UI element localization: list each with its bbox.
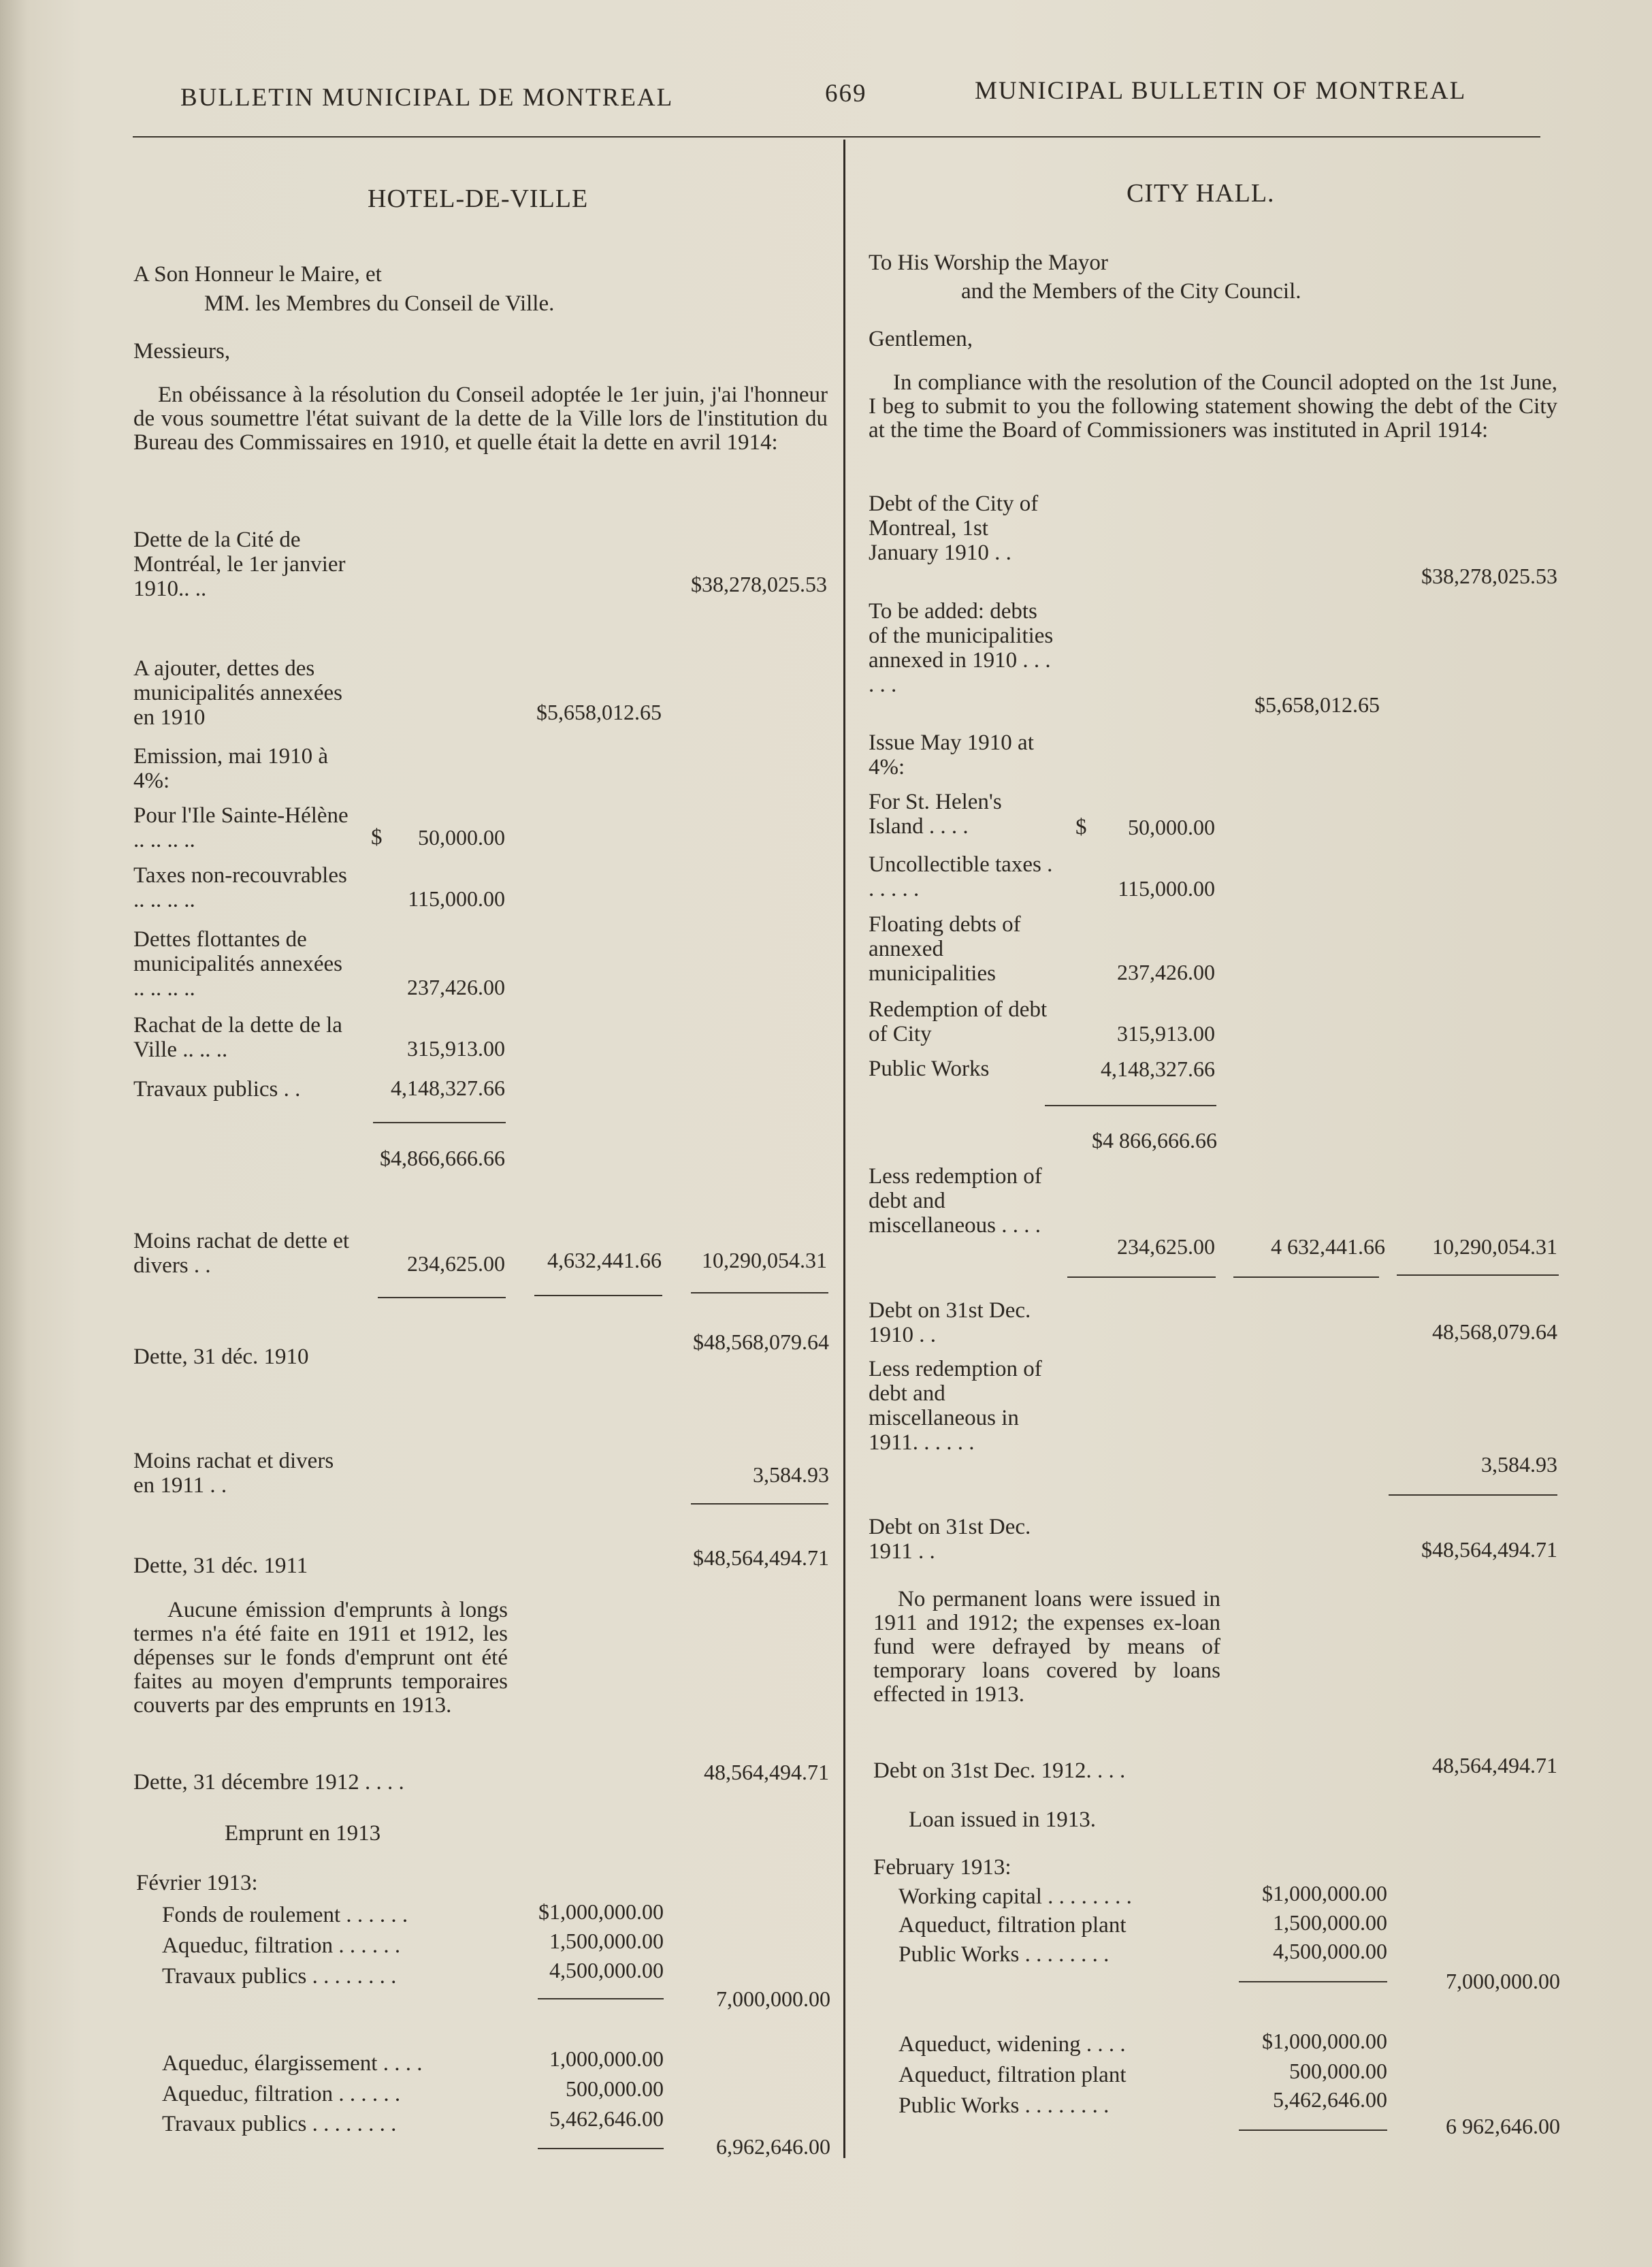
french-feb-item-value: 4,500,000.00 xyxy=(549,1958,664,1982)
english-feb-item-value: $1,000,000.00 xyxy=(1262,1881,1387,1906)
english-intro-paragraph: In compliance with the resolution of the Council adopted on the 1st June, I beg to submit to you the following statement showing the debt of the City at the time the Board of Commissioners was instituted in April 1914: xyxy=(869,370,1557,443)
column-divider xyxy=(843,140,845,2158)
french-second-item-value: 1,000,000.00 xyxy=(549,2046,664,2071)
french-rule xyxy=(691,1503,828,1505)
french-less1911-value: 3,584.93 xyxy=(753,1462,829,1487)
french-title: HOTEL-DE-VILLE xyxy=(368,184,589,213)
french-feb-total: 7,000,000.00 xyxy=(716,1987,830,2011)
english-salutation: Gentlemen, xyxy=(869,327,973,351)
english-title: CITY HALL. xyxy=(1127,179,1275,208)
english-debt-1910-label: Debt of the City of Montreal, 1st January 1910 . . xyxy=(869,492,1039,565)
french-february-label: Février 1913: xyxy=(136,1871,258,1895)
english-feb-item-label: Public Works . . . . . . . . xyxy=(898,1942,1110,1967)
french-rule xyxy=(378,1297,506,1298)
english-rule xyxy=(1239,1981,1387,1982)
french-debt-dec1911-value: $48,564,494.71 xyxy=(693,1545,829,1570)
english-item-value: 237,426.00 xyxy=(1117,960,1215,984)
french-no-loans-paragraph: Aucune émission d'emprunts à longs termes n'a été faite en 1911 et 1912, les dépenses sur le fonds d'emprunt ont été faites au moyen d'emprunts temporaires couverts par des emprunts en 1913. xyxy=(133,1598,508,1718)
english-less-col3: 10,290,054.31 xyxy=(1432,1234,1557,1259)
english-item-label: Uncollectible taxes . . . . . . xyxy=(869,852,1053,901)
french-feb-item-label: Travaux publics . . . . . . . . xyxy=(162,1964,397,1989)
english-issue-label: Issue May 1910 at 4%: xyxy=(869,730,1034,779)
french-dollar-sign: $ xyxy=(371,825,383,850)
english-subtotal-rule xyxy=(1045,1105,1216,1106)
french-less-col2: 4,632,441.66 xyxy=(547,1248,662,1272)
french-item-label: Dettes flottantes de municipalités annexées .. .. .. .. xyxy=(133,927,342,1001)
english-rule xyxy=(1397,1274,1559,1276)
header-left: BULLETIN MUNICIPAL DE MONTREAL xyxy=(180,84,674,112)
english-second-item-label: Public Works . . . . . . . . xyxy=(898,2093,1110,2118)
french-less1911-label: Moins rachat et divers en 1911 . . xyxy=(133,1449,334,1498)
french-item-label: Rachat de la dette de la Ville .. .. .. xyxy=(133,1013,342,1062)
french-rule xyxy=(538,2148,664,2149)
english-rule xyxy=(1067,1276,1216,1278)
english-add-label: To be added: debts of the municipalities annexed in 1910 . . . . . . xyxy=(869,599,1054,697)
french-debt-1910-value: $38,278,025.53 xyxy=(691,572,827,596)
english-debt-1910-value: $38,278,025.53 xyxy=(1421,564,1557,588)
french-feb-item-label: Fonds de roulement . . . . . . xyxy=(162,1903,408,1927)
french-rule xyxy=(534,1295,662,1296)
page-number: 669 xyxy=(825,80,867,108)
english-item-label: Redemption of debt of City xyxy=(869,997,1048,1046)
french-second-item-label: Aqueduc, élargissement . . . . xyxy=(162,2051,423,2076)
english-feb-item-value: 4,500,000.00 xyxy=(1273,1939,1387,1963)
french-second-item-label: Travaux publics . . . . . . . . xyxy=(162,2112,397,2136)
english-item-label: Floating debts of annexed municipalities xyxy=(869,912,1021,986)
french-second-total: 6,962,646.00 xyxy=(716,2134,830,2159)
header-rule xyxy=(133,136,1540,138)
french-address-line2: MM. les Membres du Conseil de Ville. xyxy=(204,291,555,316)
english-debt-dec1912-label: Debt on 31st Dec. 1912. . . . xyxy=(873,1758,1126,1783)
french-item-label: Travaux publics . . xyxy=(133,1077,301,1102)
english-item-value: 4,148,327.66 xyxy=(1101,1057,1215,1081)
english-feb-item-label: Aqueduct, filtration plant xyxy=(898,1913,1127,1938)
english-add-value: $5,658,012.65 xyxy=(1254,692,1380,717)
english-address-line1: To His Worship the Mayor xyxy=(869,251,1108,275)
french-debt-1910-label: Dette de la Cité de Montréal, le 1er janvier 1910.. .. xyxy=(133,528,346,601)
english-february-label: February 1913: xyxy=(873,1855,1011,1880)
french-debt-dec1911-label: Dette, 31 déc. 1911 xyxy=(133,1554,308,1578)
french-item-label: Pour l'Ile Sainte-Hélène .. .. .. .. xyxy=(133,803,349,852)
english-debt-dec1910-value: 48,568,079.64 xyxy=(1432,1319,1557,1344)
french-items-total: $4,866,666.66 xyxy=(380,1146,505,1170)
english-item-label: Public Works xyxy=(869,1057,990,1081)
english-less-col2: 4 632,441.66 xyxy=(1271,1234,1385,1259)
english-debt-dec1911-label: Debt on 31st Dec. 1911 . . xyxy=(869,1515,1031,1564)
header-right: MUNICIPAL BULLETIN OF MONTREAL xyxy=(975,77,1467,105)
english-item-value: 315,913.00 xyxy=(1117,1021,1215,1046)
english-less-col1: 234,625.00 xyxy=(1117,1234,1215,1259)
french-item-label: Taxes non-recouvrables .. .. .. .. xyxy=(133,863,347,912)
english-dollar-sign: $ xyxy=(1075,815,1087,839)
english-second-item-value: 5,462,646.00 xyxy=(1273,2087,1387,2112)
french-second-item-value: 5,462,646.00 xyxy=(549,2106,664,2131)
english-second-item-value: $1,000,000.00 xyxy=(1262,2029,1387,2053)
english-second-item-value: 500,000.00 xyxy=(1289,2059,1387,2083)
french-feb-item-value: $1,000,000.00 xyxy=(538,1899,664,1924)
english-item-value: 115,000.00 xyxy=(1118,876,1215,901)
french-second-item-label: Aqueduc, filtration . . . . . . xyxy=(162,2082,401,2106)
english-loan-1913-heading: Loan issued in 1913. xyxy=(909,1807,1096,1832)
french-item-value: 115,000.00 xyxy=(408,886,505,911)
english-feb-item-value: 1,500,000.00 xyxy=(1273,1910,1387,1935)
french-add-value: $5,658,012.65 xyxy=(536,700,662,724)
french-rule xyxy=(538,1998,664,1999)
french-loan-1913-heading: Emprunt en 1913 xyxy=(225,1821,381,1846)
french-item-value: 4,148,327.66 xyxy=(391,1076,505,1100)
french-debt-dec1912-value: 48,564,494.71 xyxy=(704,1760,829,1784)
french-intro-paragraph: En obéissance à la résolution du Conseil adoptée le 1er juin, j'ai l'honneur de vous soumettre l'état suivant de la dette de la Ville lors de l'institution du Bureau des Commissaires en 1910, et quelle était la dette en avril 1914: xyxy=(133,383,828,455)
english-debt-dec1912-value: 48,564,494.71 xyxy=(1432,1753,1557,1778)
french-debt-dec1910-value: $48,568,079.64 xyxy=(693,1330,829,1354)
english-debt-dec1911-value: $48,564,494.71 xyxy=(1421,1537,1557,1562)
french-item-value: 315,913.00 xyxy=(407,1036,505,1061)
english-items-total: $4 866,666.66 xyxy=(1092,1128,1217,1153)
english-less1911-value: 3,584.93 xyxy=(1481,1452,1557,1477)
english-address-line2: and the Members of the City Council. xyxy=(961,279,1301,304)
english-rule xyxy=(1389,1494,1557,1496)
english-item-label: For St. Helen's Island . . . . xyxy=(869,790,1002,839)
english-no-loans-paragraph: No permanent loans were issued in 1911 and 1912; the expenses ex-loan fund were defrayed by means of temporary loans covered by loans effected in 1913. xyxy=(873,1587,1220,1707)
english-item-value: 50,000.00 xyxy=(1128,815,1215,839)
french-less-col1: 234,625.00 xyxy=(407,1251,505,1276)
english-less1911-label: Less redemption of debt and miscellaneous in 1911. . . . . . xyxy=(869,1357,1042,1455)
english-feb-total: 7,000,000.00 xyxy=(1446,1969,1560,1993)
english-second-item-label: Aqueduct, widening . . . . xyxy=(898,2032,1126,2057)
english-feb-item-label: Working capital . . . . . . . . xyxy=(898,1884,1132,1909)
french-debt-dec1912-label: Dette, 31 décembre 1912 . . . . xyxy=(133,1770,404,1795)
french-feb-item-value: 1,500,000.00 xyxy=(549,1929,664,1953)
english-second-total: 6 962,646.00 xyxy=(1446,2114,1560,2138)
english-second-item-label: Aqueduct, filtration plant xyxy=(898,2063,1127,2087)
french-item-value: 237,426.00 xyxy=(407,975,505,999)
french-rule xyxy=(691,1292,828,1293)
english-rule xyxy=(1239,2129,1387,2131)
french-address-line1: A Son Honneur le Maire, et xyxy=(133,262,382,287)
english-less-label: Less redemption of debt and miscellaneous . . . . xyxy=(869,1164,1042,1238)
english-debt-dec1910-label: Debt on 31st Dec. 1910 . . xyxy=(869,1298,1031,1347)
french-subtotal-rule xyxy=(373,1122,506,1123)
french-salutation: Messieurs, xyxy=(133,339,231,364)
french-add-label: A ajouter, dettes des municipalités annexées en 1910 xyxy=(133,656,342,730)
french-issue-label: Emission, mai 1910 à 4%: xyxy=(133,744,328,793)
french-item-value: 50,000.00 xyxy=(418,825,505,850)
french-feb-item-label: Aqueduc, filtration . . . . . . xyxy=(162,1933,401,1958)
french-second-item-value: 500,000.00 xyxy=(566,2076,664,2101)
french-less-label: Moins rachat de dette et divers . . xyxy=(133,1229,350,1278)
french-debt-dec1910-label: Dette, 31 déc. 1910 xyxy=(133,1345,309,1369)
french-less-col3: 10,290,054.31 xyxy=(702,1248,827,1272)
english-rule xyxy=(1233,1276,1379,1278)
